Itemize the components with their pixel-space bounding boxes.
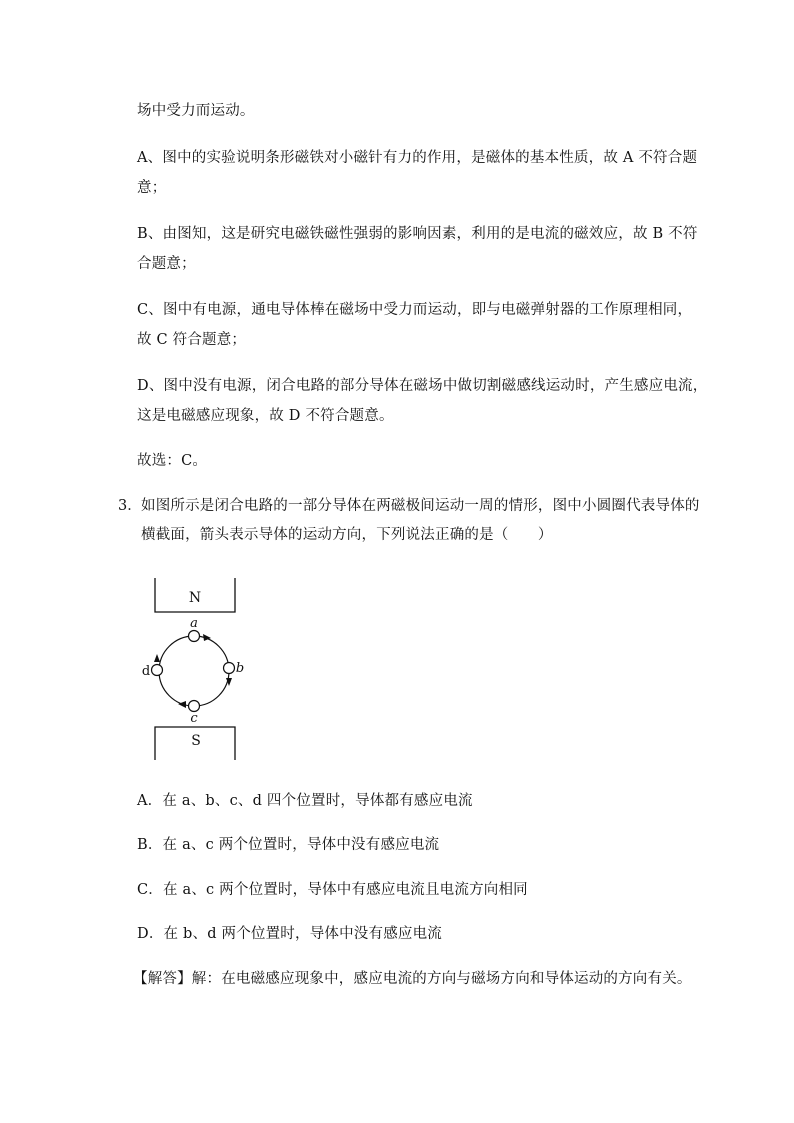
magnet-south-label: S: [191, 733, 201, 749]
option-b-explanation-line2: 合题意；: [137, 256, 196, 272]
option-c-explanation-line2: 故 C 符合题意；: [137, 332, 247, 348]
question-stem-line1: 如图所示是闭合电路的一部分导体在两磁极间运动一周的情形，图中小圆圈代表导体的: [141, 498, 700, 514]
option-a-explanation-line1: A、图中的实验说明条形磁铁对小磁针有力的作用，是磁体的基本性质，故 A 不符合题: [137, 150, 698, 166]
option-d-explanation-line2: 这是电磁感应现象，故 D 不符合题意。: [137, 408, 394, 424]
label-d: d: [141, 664, 151, 679]
magnet-north-label: N: [188, 590, 202, 606]
conductor-c: [189, 701, 200, 712]
option-c-explanation-line1: C、图中有电源，通电导体棒在磁场中受力而运动，即与电磁弹射器的工作原理相同，: [137, 302, 693, 318]
answer-line: 故选：C。: [137, 453, 208, 469]
option-b-explanation-line1: B、由图知，这是研究电磁铁磁性强弱的影响因素，利用的是电流的磁效应，故 B 不符: [137, 226, 698, 242]
conductor-b: [224, 663, 235, 674]
option-d: D．在 b、d 两个位置时，导体中没有感应电流: [137, 926, 443, 942]
question-stem-line2: 横截面，箭头表示导体的运动方向，下列说法正确的是（ ）: [141, 527, 553, 543]
motion-path-circle: [159, 636, 229, 706]
option-a-explanation-line2: 意；: [137, 180, 167, 196]
arrow-c: [178, 701, 186, 708]
label-b: b: [235, 661, 245, 676]
conductor-d: [152, 665, 163, 676]
solution-line: 【解答】解：在电磁感应现象中，感应电流的方向与磁场方向和导体运动的方向有关。: [133, 971, 692, 987]
option-a: A．在 a、b、c、d 四个位置时，导体都有感应电流: [137, 793, 473, 809]
label-a: a: [190, 616, 198, 631]
label-c: c: [190, 711, 198, 726]
arrow-d: [154, 654, 160, 662]
conductor-a: [189, 631, 200, 642]
option-b: B．在 a、c 两个位置时，导体中没有感应电流: [137, 837, 440, 853]
option-d-explanation-line1: D、图中没有电源，闭合电路的部分导体在磁场中做切割磁感线运动时，产生感应电流，: [137, 378, 708, 394]
option-c: C．在 a、c 两个位置时，导体中有感应电流且电流方向相同: [137, 882, 528, 898]
explanation-line-top: 场中受力而运动。: [137, 103, 255, 119]
question-number: 3．: [118, 498, 142, 514]
